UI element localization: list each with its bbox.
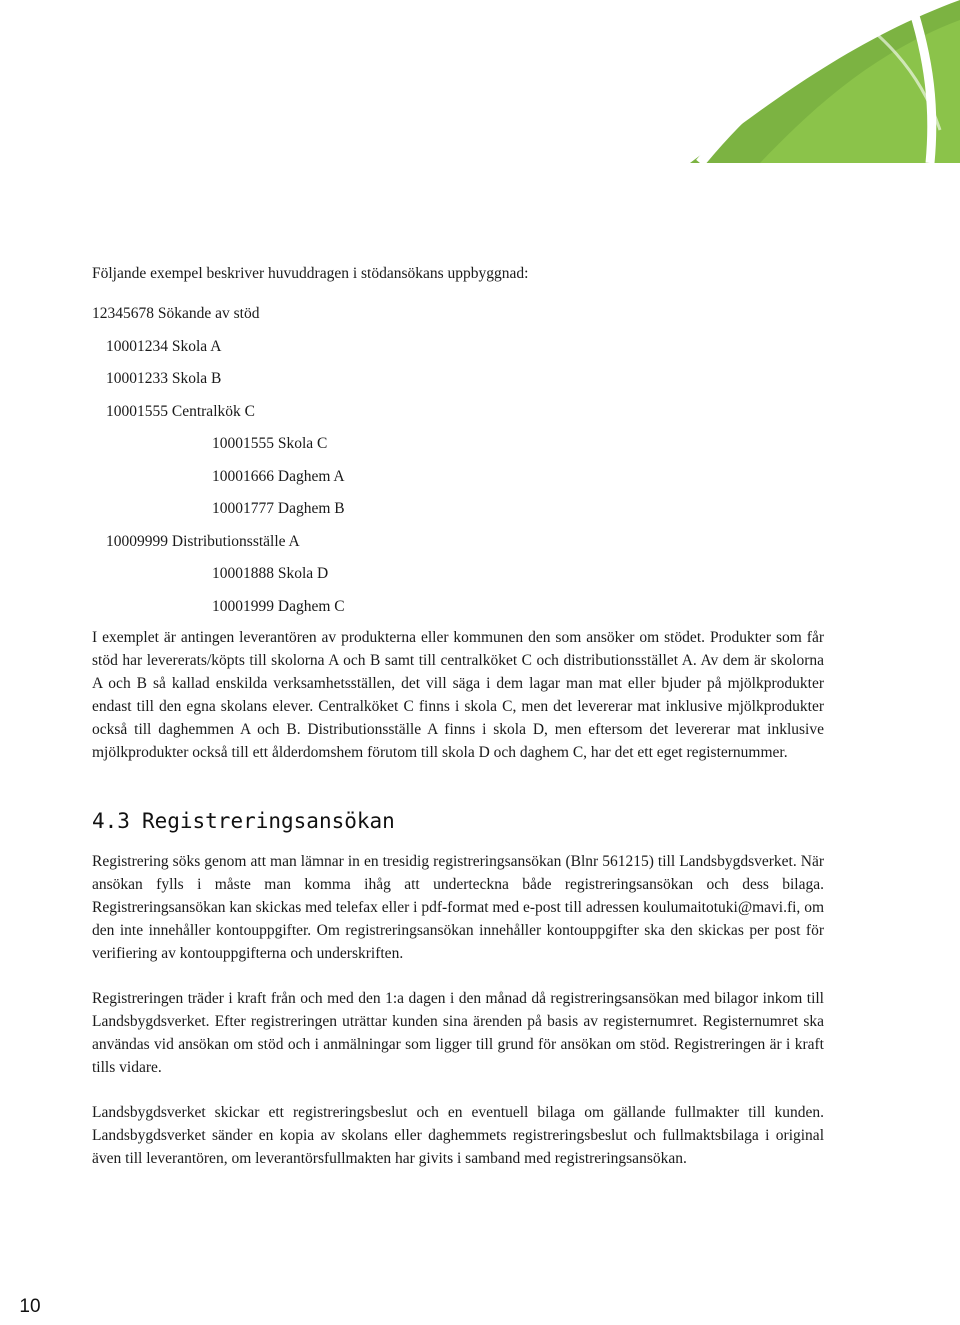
header-decoration (0, 0, 960, 163)
tree-item: 10001999 Daghem C (212, 597, 345, 615)
tree-item: 10001888 Skola D (212, 565, 329, 582)
tree-item: 10001666 Daghem A (212, 467, 345, 485)
section-paragraph: Landsbygdsverket skickar ett registreringsbeslut och en eventuell bilaga om gällande fullmakter till kunden. Landsbygdsverket sänder en kopia av skolans eller daghemmets registreringsbeslut och fullmaktsbilaga i original även till leverantören, om leverantörsfullmakten har givits i samband med registreringsansökan. (92, 1104, 824, 1167)
leaf-graphic-icon (0, 0, 960, 163)
section-heading (92, 808, 824, 834)
tree-item: 10009999 Distributionsställe A (106, 532, 300, 550)
intro-text: Följande exempel beskriver huvuddragen i stödansökans uppbyggnad: (92, 265, 529, 282)
tree-item: 10001555 Skola C (212, 435, 328, 452)
section-title: Registreringsansökan (141, 809, 395, 833)
example-paragraph: I exemplet är antingen leverantören av produkterna eller kommunen den som ansöker om stödet. Produkter som får stöd har levererats/köpts till skolorna A och B samt till centralköket C och distributionsstället A. Av dem är skolorna A och B så kallad enskilda verksamhetsställen, det vill säga i dem lagar man mat eller bjuder på mjölkprodukter endast till den egna skolans elever. Centralköket C finns i skola C, men det levererar mat inklusive mjölkprodukter också till daghemmen A och B. Distributionsställe A finns i skola D, men eftersom det levererar mat inklusive mjölkprodukter också till ett ålderdomshem förutom till skola D och daghem C, har det ett eget registernummer. (92, 629, 824, 761)
page-number: 10 (19, 1296, 41, 1317)
tree-item: 10001555 Centralkök C (106, 402, 255, 420)
section-number: 4.3 (92, 809, 130, 833)
tree-item: 10001777 Daghem B (212, 500, 345, 517)
register-tree (92, 303, 824, 628)
tree-item: 12345678 Sökande av stöd (92, 305, 260, 322)
section-paragraph: Registrering söks genom att man lämnar in en tresidig registreringsansökan (Blnr 561215) till Landsbygdsverket. När ansökan fylls i måste man komma ihåg att underteckna både registreringsansökan och dess bilaga. Registreringsansökan kan skickas med telefax eller i pdf-format med e-post till adressen koulumaitotuki@mavi.fi, om den inte innehåller kontouppgifter. Om registreringsansökan innehåller kontouppgifter ska den skickas per post för verifiering av kontouppgifterna och underskriften. (92, 853, 824, 962)
tree-item: 10001234 Skola A (106, 337, 222, 355)
page-content (92, 262, 824, 1192)
tree-item: 10001233 Skola B (106, 370, 222, 387)
section-paragraph: Registreringen träder i kraft från och med den 1:a dagen i den månad då registreringsansökan med bilagor inkom till Landsbygdsverket. Efter registreringen uträttar kunden sina ärenden på basis av registernumret. Registernumret ska användas vid ansökan om stöd och i anmälningar som ligger till grund för ansökan om stöd. Registreringen är i kraft tills vidare. (92, 990, 824, 1076)
